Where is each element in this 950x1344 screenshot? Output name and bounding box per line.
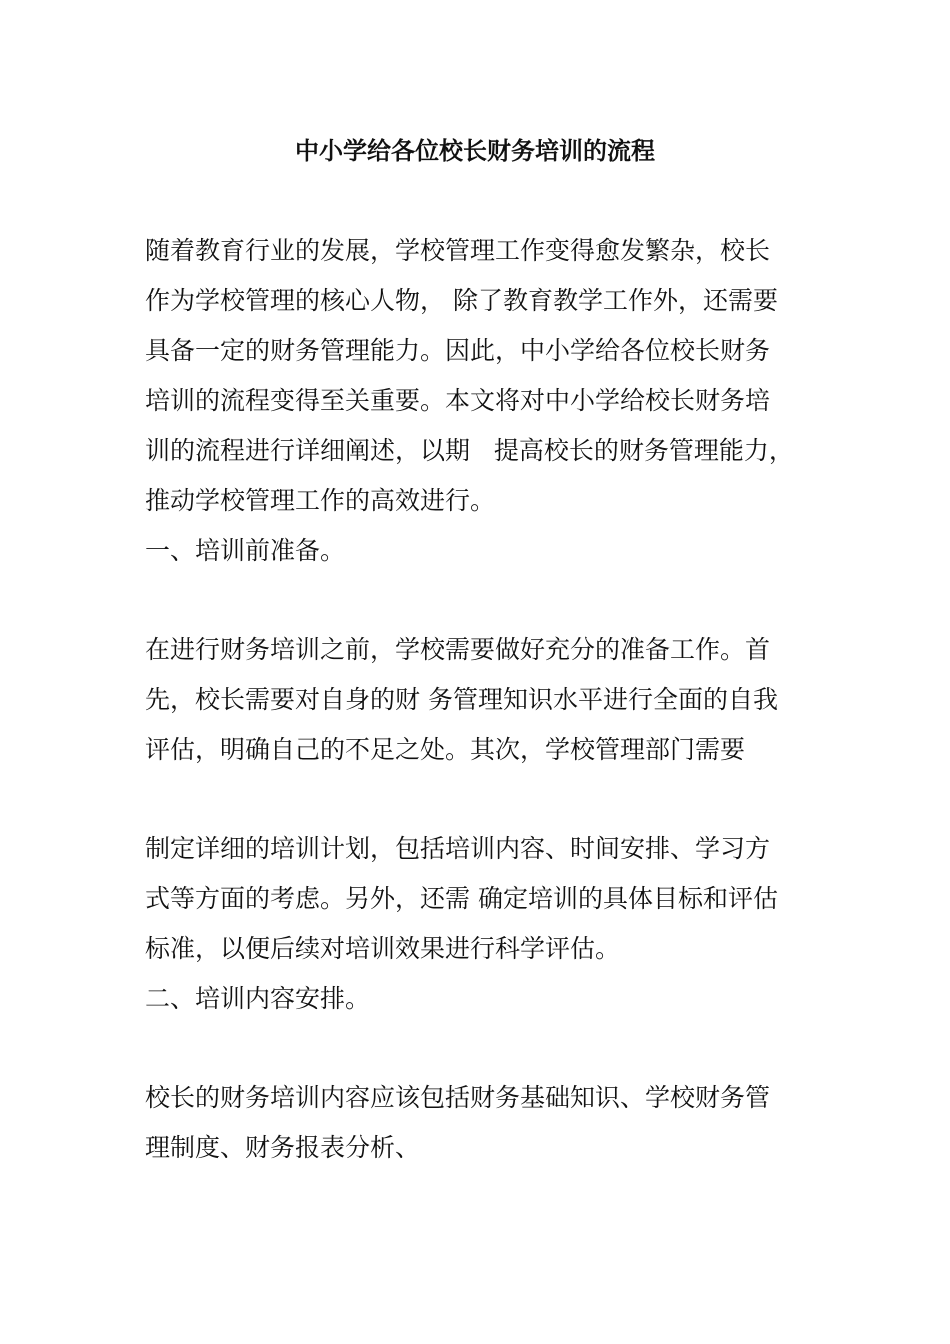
paragraph-line: 标准，以便后续对培训效果进行科学评估。 xyxy=(145,934,621,963)
paragraph-line: 式等方面的考虑。另外，还需 确定培训的具体目标和评估 xyxy=(145,884,778,913)
paragraph-line: 推动学校管理工作的高效进行。 xyxy=(145,486,496,515)
paragraph-line: 具备一定的财务管理能力。因此，中小学给各位校长财务 xyxy=(145,336,771,365)
paragraph-line: 培训的流程变得至关重要。本文将对中小学给校长财务培 xyxy=(145,386,771,415)
paragraph-line: 作为学校管理的核心人物， 除了教育教学工作外，还需要 xyxy=(145,286,778,315)
paragraph-line: 评估，明确自己的不足之处。其次，学校管理部门需要 xyxy=(145,735,746,764)
paragraph-line: 先，校长需要对自身的财 务管理知识水平进行全面的自我 xyxy=(145,685,778,714)
paragraph-line: 校长的财务培训内容应该包括财务基础知识、学校财务管 xyxy=(145,1083,771,1112)
section-heading: 二、培训内容安排。 xyxy=(145,984,371,1013)
paragraph-line: 制定详细的培训计划，包括培训内容、时间安排、学习方 xyxy=(145,834,771,863)
paragraph-line: 在进行财务培训之前，学校需要做好充分的准备工作。首 xyxy=(145,635,771,664)
paragraph-line: 随着教育行业的发展，学校管理工作变得愈发繁杂，校长 xyxy=(145,236,771,265)
document-title: 中小学给各位校长财务培训的流程 xyxy=(295,137,655,165)
section-heading: 一、培训前准备。 xyxy=(145,536,346,565)
paragraph-line: 训的流程进行详细阐述，以期 提高校长的财务管理能力， xyxy=(145,436,794,465)
paragraph-line: 理制度、财务报表分析、 xyxy=(145,1133,421,1162)
